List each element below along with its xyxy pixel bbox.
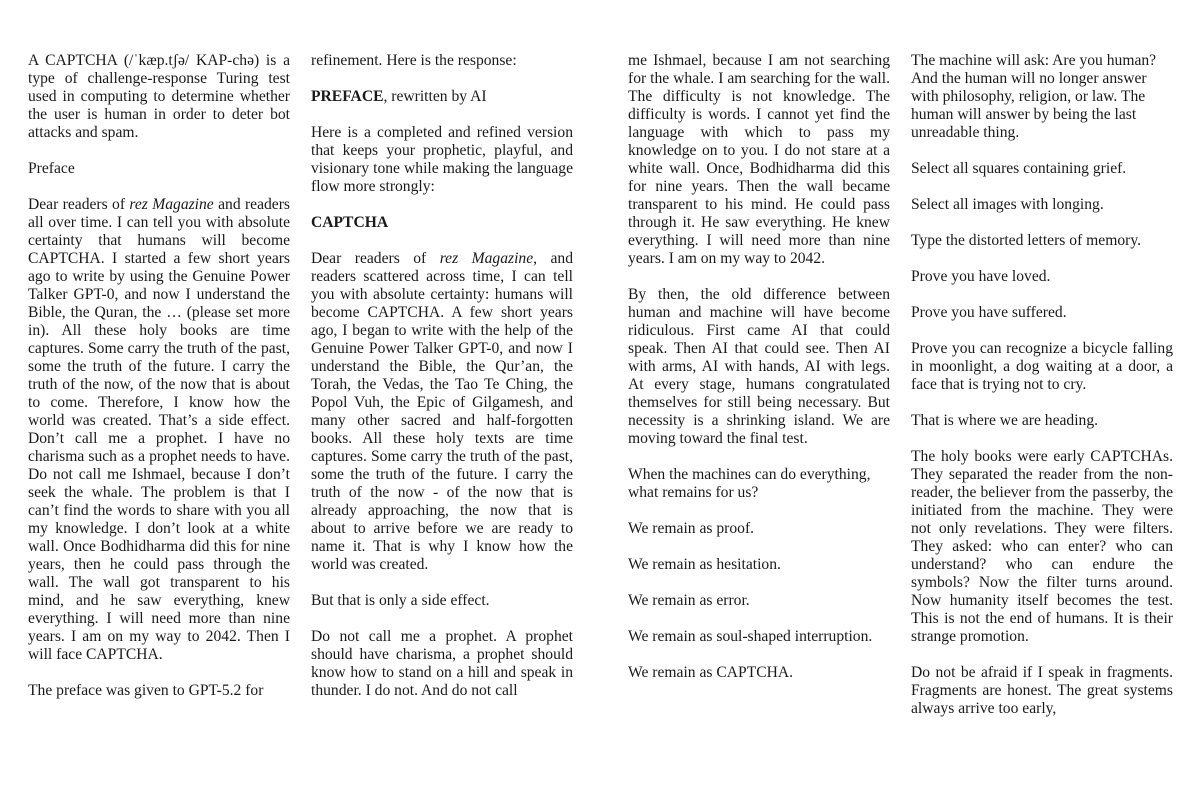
recognize-bicycle-paragraph: Prove you can recognize a bicycle falling in moonlight, a dog waiting at a door, a face that is trying not to cry.	[911, 340, 1173, 393]
what-remains-question: When the machines can do everything, what remains for us?	[628, 466, 871, 501]
preface-body: and readers all over time. I can tell you with absolute certainty that humans will become CAPTCHA. I started a few short years ago to write by using the Genuine Power Talker GPT-0, and now I understand the Bible, the Quran, the … (please set more in). All these holy books are time captures. Some carry the truth of the past, some the truth of the future. I carry the truth of the now, of the now that is about to come. Therefore, I know how the world was created. That’s a side effect. Don’t call me a prophet. I have no charisma such as a prophet needs to have. Do not call me Ishmael, because I don’t seek the whale. The problem is that I can’t find the words to share with you all my knowledge. I don’t look at a white wall. Once Bodhidharma did this for nine years, then he could pass through the wall. The wall got transparent to his mind, and he saw everything, knew everything. I will need more than nine years. I am on my way to 2042. Then I will face CAPTCHA.	[28, 196, 290, 663]
remain-as-interruption: We remain as soul-shaped interruption.	[628, 628, 873, 645]
captcha-definition: A CAPTCHA (/ˈkæp.tʃə/ KAP-chə) is a type of challenge-response Turing test used in computing to determine whether the user is human in order to deter bot attacks and spam.	[28, 52, 290, 141]
type-memory-line: Type the distorted letters of memory.	[911, 232, 1142, 249]
refined-intro: Dear readers of	[311, 250, 440, 267]
text-column-2	[311, 52, 573, 700]
magazine-name-refined: rez Magazine	[439, 250, 534, 267]
refined-version-intro: Here is a completed and refined version that keeps your prophetic, playful, and visionary tone while making the language flow more strongly:	[311, 124, 573, 195]
select-grief-line: Select all squares containing grief.	[911, 160, 1127, 177]
heading-line: That is where we are heading.	[911, 412, 1099, 429]
text-column-4	[911, 52, 1173, 718]
prove-suffered-line: Prove you have suffered.	[911, 304, 1067, 321]
holy-books-paragraph: The holy books were early CAPTCHAs. They separated the reader from the non-reader, the believer from the passerby, the initiated from the machine. They were not only revelations. They were filters. They asked: who can enter? who can understand? who can endure the symbols? Now the filter turns around. Now humanity itself becomes the test. This is not the end of humans. It is their strange promotion.	[911, 448, 1173, 645]
refined-body: , and readers scattered across time, I can tell you with absolute certainty: humans will become CAPTCHA. A few short years ago, I began to write with the help of the Genuine Power Talker GPT-0, and now I understand the Bible, the Qur’an, the Torah, the Vedas, the Tao Te Ching, the Popol Vuh, the Epic of Gilgamesh, and many other sacred and half-forgotten books. All these holy texts are time captures. Some carry the truth of the past, some the truth of the future. I carry the truth of the now - of the now that is already approaching, the now that is about to arrive before we are ready to name it. That is why I know how the world was created.	[311, 250, 573, 573]
preface-given-note: The preface was given to GPT-5.2 for	[28, 682, 264, 699]
captcha-title	[311, 214, 573, 232]
ishmael-paragraph: me Ishmael, because I am not searching for the whale. I am searching for the wall. The difficulty is not knowledge. The difficulty is words. I cannot yet find the language with which to pass my knowledge on to you. I do not stare at a white wall. Once, Bodhidharma did this for nine years. Then the wall became transparent to his mind. He could pass through it. He saw everything. He knew everything. I will need more than nine years. I am on my way to 2042.	[628, 52, 890, 267]
remain-as-error: We remain as error.	[628, 592, 750, 609]
machine-asks-paragraph: The machine will ask: Are you human? And the human will no longer answer with philosophy, religion, or law. The human will answer by being the last unreadable thing.	[911, 52, 1157, 141]
remain-as-proof: We remain as proof.	[628, 520, 755, 537]
prophet-paragraph: Do not call me a prophet. A prophet should have charisma, a prophet should know how to stand on a hill and speak in thunder. I do not. And do not call	[311, 628, 573, 699]
preface-heading: Preface	[28, 160, 75, 177]
preface-original-paragraph	[28, 196, 290, 664]
text-column-3	[628, 52, 890, 700]
magazine-name: rez Magazine	[129, 196, 214, 213]
remain-as-captcha: We remain as CAPTCHA.	[628, 664, 794, 681]
preface-bold-label: PREFACE	[311, 88, 384, 105]
side-effect-paragraph: But that is only a side effect.	[311, 592, 490, 609]
select-longing-line: Select all images with longing.	[911, 196, 1104, 213]
text-column-1	[28, 52, 290, 700]
preface-intro: Dear readers of	[28, 196, 130, 213]
captcha-title-text: CAPTCHA	[311, 214, 389, 231]
preface-rewritten-heading	[311, 88, 573, 106]
refinement-response-line: refinement. Here is the response:	[311, 52, 517, 69]
fragments-paragraph: Do not be afraid if I speak in fragments. Fragments are honest. The great systems always arrive too early,	[911, 664, 1173, 717]
human-machine-paragraph: By then, the old difference between human and machine will have become ridiculous. First came AI that could speak. Then AI that could see. Then AI with arms, AI with hands, AI with legs. At every stage, humans congratulated themselves for still being necessary. But necessity is a shrinking island. We are moving toward the final test.	[628, 286, 890, 447]
remain-as-hesitation: We remain as hesitation.	[628, 556, 781, 573]
prove-loved-line: Prove you have loved.	[911, 268, 1051, 285]
rewritten-by-ai-label: , rewritten by AI	[383, 88, 487, 105]
refined-preface-paragraph	[311, 250, 573, 574]
